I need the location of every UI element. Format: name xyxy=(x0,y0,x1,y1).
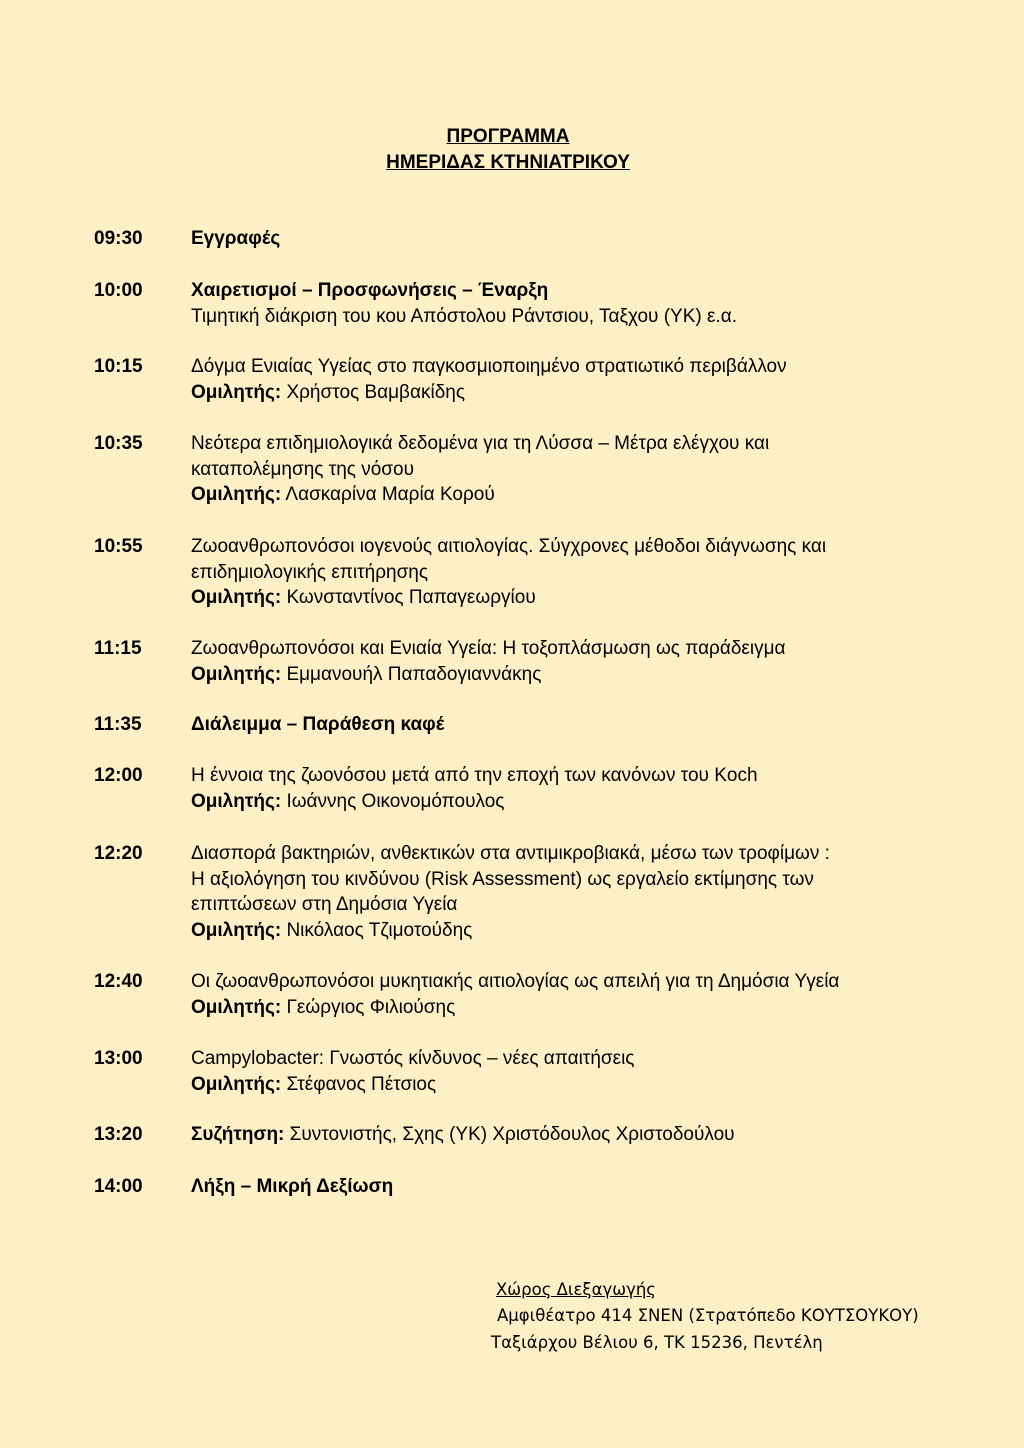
schedule-item xyxy=(191,969,951,1020)
speaker-label: Ομιλητής: xyxy=(191,790,282,812)
moderator-text: Συντονιστής, Σχης (ΥΚ) Χριστόδουλος Χριστοδούλου xyxy=(284,1124,735,1145)
speaker-name: Εμμανουήλ Παπαδογιαννάκης xyxy=(286,663,542,685)
time-slot: 12:20 xyxy=(94,843,143,864)
speaker-label: Ομιλητής: xyxy=(191,920,282,942)
time-slot: 14:00 xyxy=(94,1176,143,1197)
schedule-item xyxy=(191,1046,951,1097)
speaker-label: Ομιλητής: xyxy=(191,484,282,506)
speaker-name: Χρήστος Βαμβακίδης xyxy=(286,381,465,403)
schedule-item xyxy=(191,431,951,508)
session-title: Εγγραφές xyxy=(191,228,281,249)
time-slot: 10:00 xyxy=(94,280,143,301)
schedule-item xyxy=(191,354,951,405)
schedule-item xyxy=(191,1174,951,1200)
time-slot: 12:40 xyxy=(94,971,143,992)
session-title: Λήξη – Μικρή Δεξίωση xyxy=(191,1176,394,1197)
speaker-name: Ιωάννης Οικονομόπουλος xyxy=(286,790,505,812)
schedule-item xyxy=(191,278,951,329)
schedule-item xyxy=(191,763,951,814)
time-slot: 12:00 xyxy=(94,765,143,786)
page-title: ΠΡΟΓΡΑΜΜΑ xyxy=(446,126,570,147)
session-title-line: Ζωοανθρωπονόσοι ιογενούς αιτιολογίας. Σύγχρονες μέθοδοι διάγνωσης και xyxy=(191,536,827,557)
venue-label: Χώρος Διεξαγωγής xyxy=(496,1280,656,1299)
schedule-item xyxy=(191,226,951,252)
session-title: Δόγμα Ενιαίας Υγείας στο παγκοσμιοποιημένο στρατιωτικό περιβάλλον xyxy=(191,356,787,377)
speaker-name: Γεώργιος Φιλιούσης xyxy=(286,996,456,1018)
speaker-label: Ομιλητής: xyxy=(191,1073,282,1095)
schedule-item xyxy=(191,712,951,738)
speaker-label: Ομιλητής: xyxy=(191,996,282,1018)
session-title: Campylobacter: Γνωστός κίνδυνος – νέες απαιτήσεις xyxy=(191,1048,635,1069)
session-title: Χαιρετισμοί – Προσφωνήσεις – Έναρξη xyxy=(191,280,549,301)
venue-address-line: Ταξιάρχου Βέλιου 6, ΤΚ 15236, Πεντέλη xyxy=(491,1333,823,1352)
session-title-line: επιδημιολογικής επιτήρησης xyxy=(191,561,429,583)
schedule-item xyxy=(191,534,951,611)
time-slot: 13:20 xyxy=(94,1124,143,1145)
speaker-label: Ομιλητής: xyxy=(191,381,282,403)
time-slot: 10:55 xyxy=(94,536,143,557)
schedule-item xyxy=(191,1122,951,1148)
session-title-line: Η αξιολόγηση του κινδύνου (Risk Assessment) ως εργαλείο εκτίμησης των xyxy=(191,868,814,890)
time-slot: 13:00 xyxy=(94,1048,143,1069)
venue-address-line: Αμφιθέατρο 414 ΣΝΕΝ (Στρατόπεδο ΚΟΥΤΣΟΥΚΟΥ) xyxy=(497,1306,919,1325)
time-slot: 10:15 xyxy=(94,356,143,377)
session-title-line: καταπολέμησης της νόσου xyxy=(191,458,414,480)
speaker-name: Λασκαρίνα Μαρία Κορού xyxy=(285,484,495,506)
schedule-item xyxy=(191,841,951,944)
session-note: Τιμητική διάκριση του κου Απόστολου Ράντσιου, Ταξχου (ΥΚ) ε.α. xyxy=(191,305,737,327)
time-slot: 09:30 xyxy=(94,228,143,249)
session-title: Διάλειμμα – Παράθεση καφέ xyxy=(191,714,445,735)
session-title: Ζωοανθρωπονόσοι και Ενιαία Υγεία: Η τοξοπλάσμωση ως παράδειγμα xyxy=(191,638,786,659)
speaker-label: Ομιλητής: xyxy=(191,663,282,685)
time-slot: 11:15 xyxy=(94,638,142,659)
session-title: Οι ζωοανθρωπονόσοι μυκητιακής αιτιολογίας ως απειλή για τη Δημόσια Υγεία xyxy=(191,971,840,992)
page-subtitle: ΗΜΕΡΙΔΑΣ ΚΤΗΝΙΑΤΡΙΚΟΥ xyxy=(386,152,630,173)
session-title: Η έννοια της ζωονόσου μετά από την εποχή των κανόνων του Koch xyxy=(191,765,758,786)
speaker-name: Κωνσταντίνος Παπαγεωργίου xyxy=(286,587,536,609)
speaker-name: Στέφανος Πέτσιος xyxy=(286,1073,437,1095)
time-slot: 11:35 xyxy=(94,714,142,735)
session-title-line: Νεότερα επιδημιολογικά δεδομένα για τη Λύσσα – Μέτρα ελέγχου και xyxy=(191,433,770,454)
speaker-name: Νικόλαος Τζιμοτούδης xyxy=(286,920,473,942)
schedule-item xyxy=(191,636,951,687)
speaker-label: Ομιλητής: xyxy=(191,587,282,609)
time-slot: 10:35 xyxy=(94,433,143,454)
session-title-line: επιπτώσεων στη Δημόσια Υγεία xyxy=(191,894,458,916)
discussion-label: Συζήτηση: xyxy=(191,1124,285,1145)
session-title-line: Διασπορά βακτηριών, ανθεκτικών στα αντιμικροβιακά, μέσω των τροφίμων : xyxy=(191,843,830,864)
